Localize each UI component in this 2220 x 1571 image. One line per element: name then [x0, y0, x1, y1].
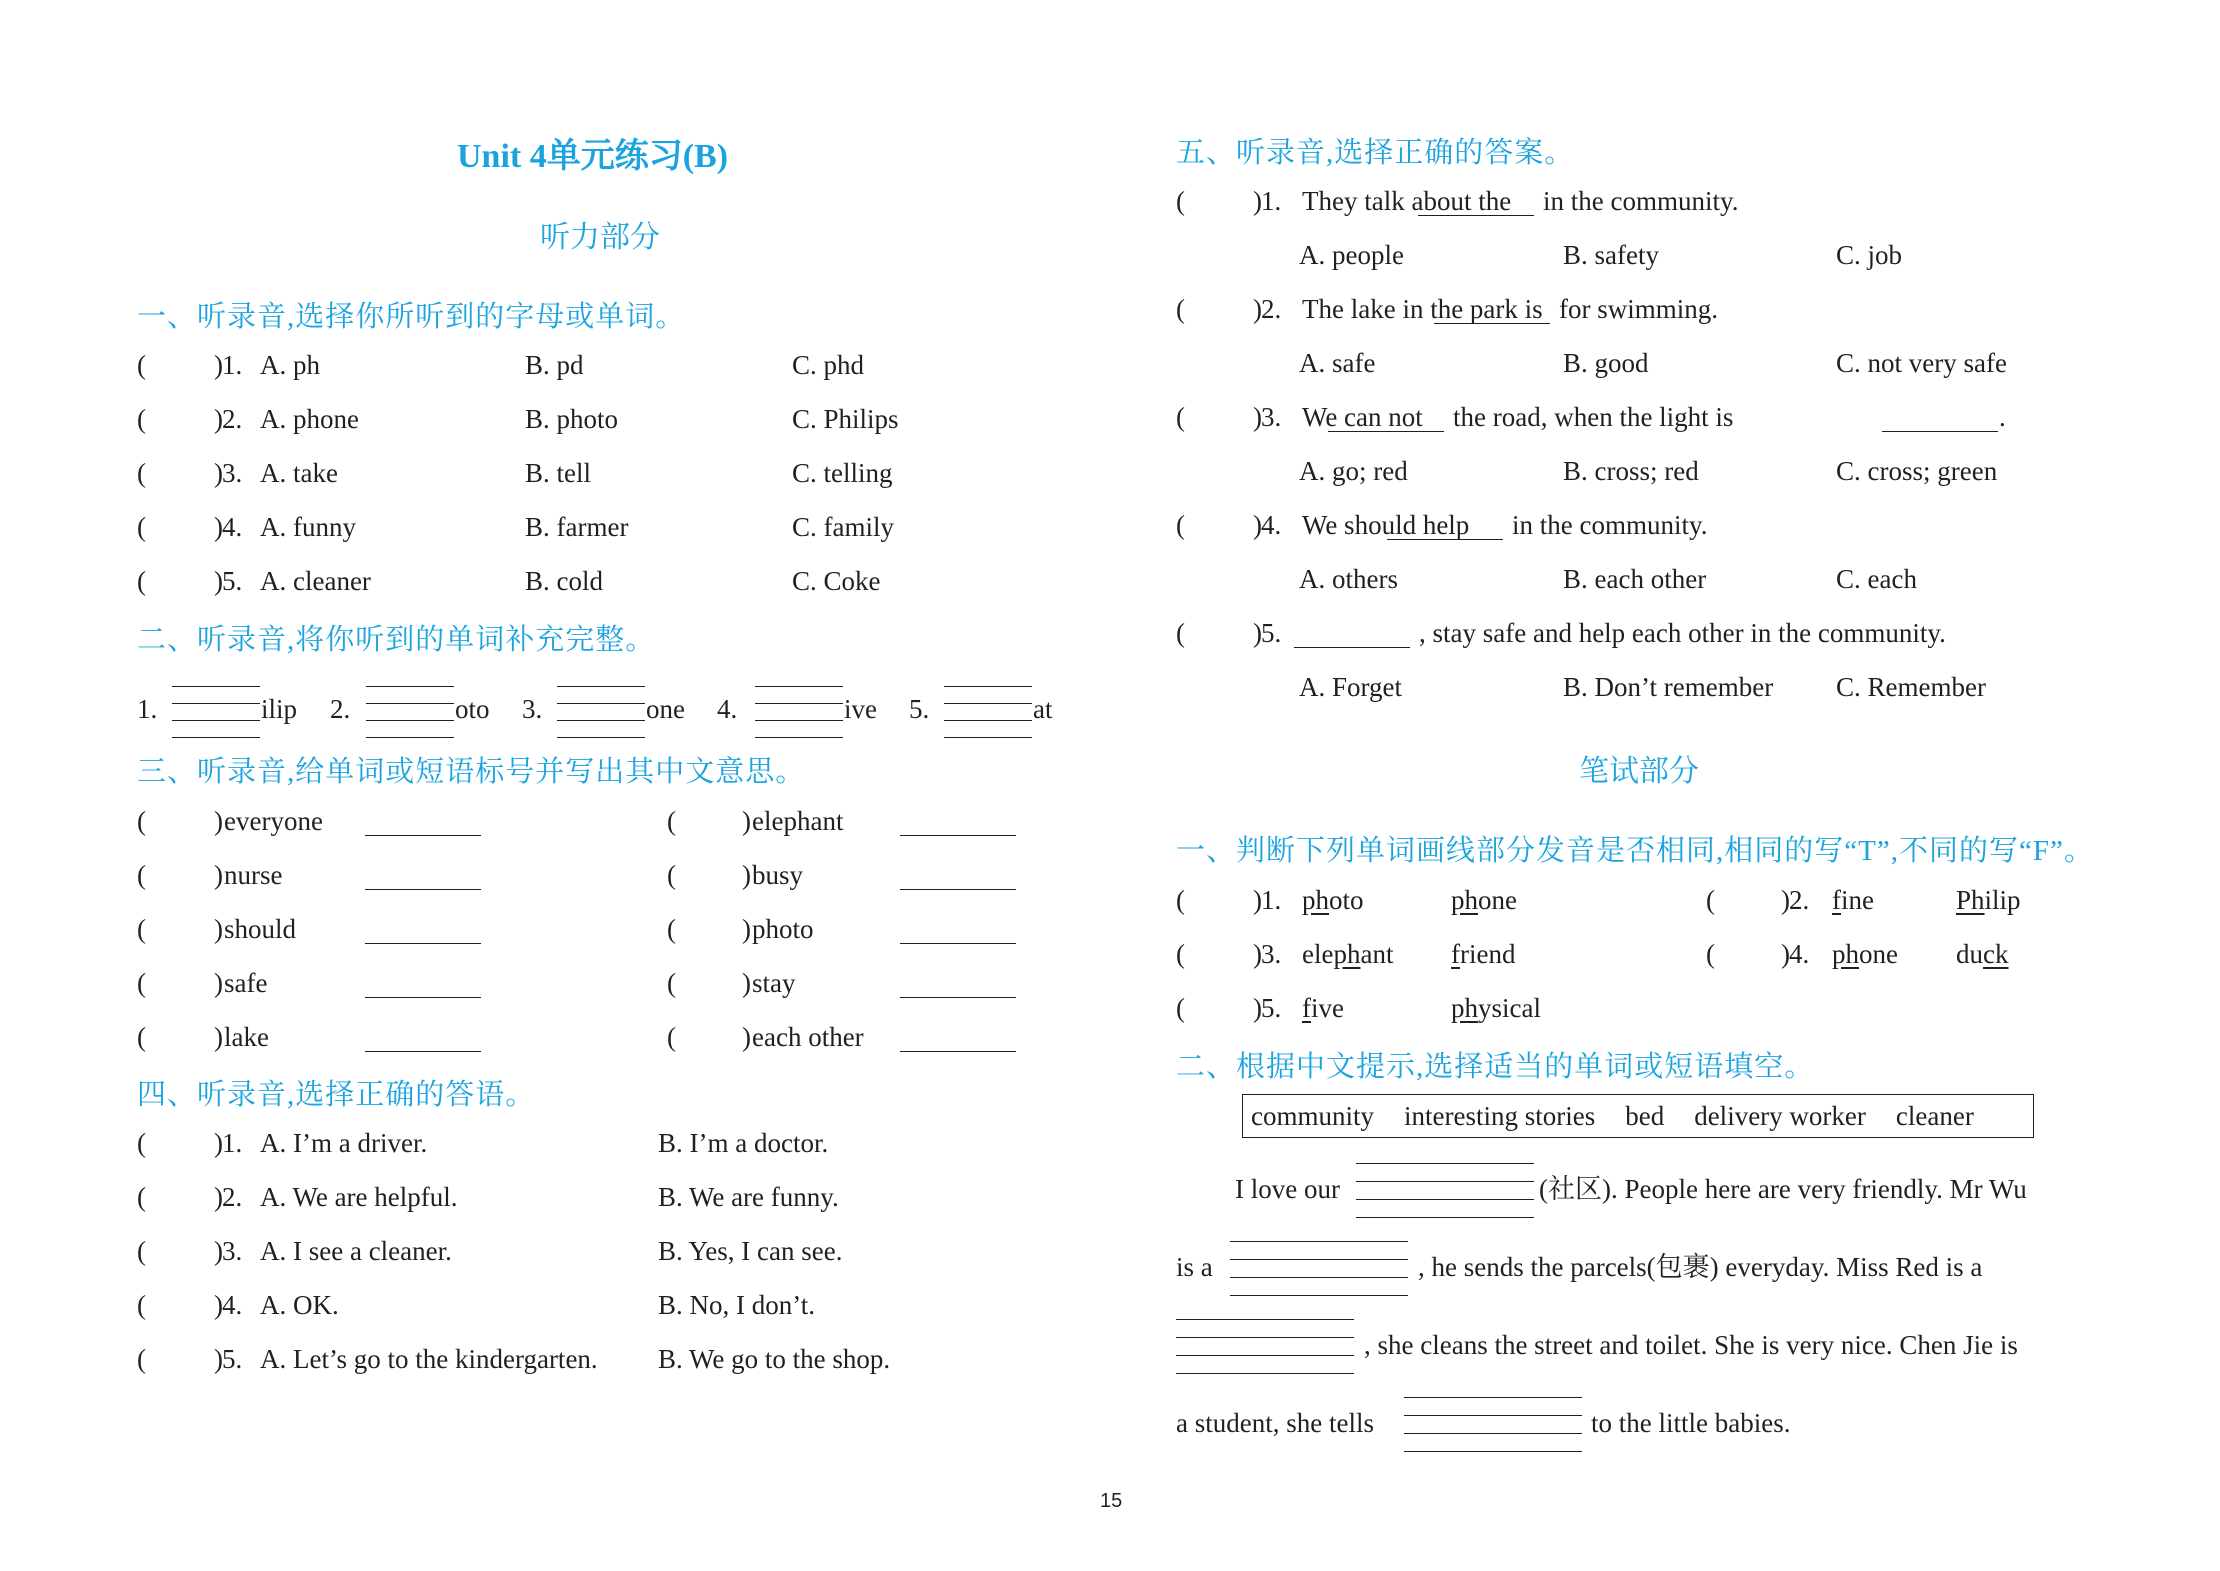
writing1-item2-word1-underlined-part: f: [1832, 885, 1841, 915]
sec5-item4-option-a[interactable]: A. others: [1299, 564, 1398, 594]
writing1-item5-number: 5.: [1261, 993, 1282, 1023]
writing-line: [1356, 1217, 1534, 1218]
sec5-item3-option-a[interactable]: A. go; red: [1299, 456, 1408, 486]
sec4-item4-number: 4.: [222, 1290, 243, 1320]
sec5-item1-blank1[interactable]: [1418, 215, 1534, 216]
writing1-item4-number: 4.: [1789, 939, 1810, 969]
passage-blank3-lines[interactable]: [1176, 1319, 1354, 1373]
writing-line: [1176, 1337, 1354, 1338]
writing1-item3-word2-underlined-part: f: [1451, 939, 1460, 969]
sec2-item1-writing-lines[interactable]: [172, 686, 260, 738]
sec5-item1-question-part2: in the community.: [1543, 186, 1739, 216]
sec4-item3-number: 3.: [222, 1236, 243, 1266]
sec1-item1-number: 1.: [222, 350, 243, 380]
sec3-right-item4-word: stay: [752, 968, 796, 998]
writing-line: [944, 703, 1032, 704]
sec3-right-item5-answer-paren-close: ): [742, 1022, 751, 1052]
sec1-item3-option-a[interactable]: A. take: [260, 458, 338, 488]
sec2-item3-suffix: one: [646, 694, 685, 724]
sec5-item5-option-a[interactable]: A. Forget: [1299, 672, 1403, 702]
writing-line: [944, 737, 1032, 738]
writing1-item3-answer-paren-close: ): [1253, 939, 1262, 969]
writing-line: [755, 703, 843, 704]
writing1-item4-answer-paren-open[interactable]: (: [1706, 939, 1715, 969]
writing1-item1-number: 1.: [1261, 885, 1282, 915]
writing1-item5-word1-suffix: ive: [1311, 993, 1344, 1023]
sec3-right-item1-answer-paren-open[interactable]: (: [667, 806, 676, 836]
listening-part-heading: 听力部分: [540, 221, 660, 254]
sec5-item3-answer-paren-close: ): [1253, 402, 1262, 432]
writing1-item2-word2-underlined-part: Ph: [1956, 885, 1985, 915]
sec5-item2-question-part2: for swimming.: [1559, 294, 1718, 324]
section1-heading: 一、听录音,选择你所听到的字母或单词。: [137, 301, 686, 333]
writing1-item3-word1: [1302, 938, 1393, 970]
sec3-left-item4-meaning-blank[interactable]: [365, 997, 481, 998]
sec3-left-item1-answer-paren-open[interactable]: (: [137, 806, 146, 836]
sec3-right-item3-meaning-blank[interactable]: [900, 943, 1016, 944]
writing1-item4-word2-underlined-part: ck: [1983, 939, 2009, 969]
sec5-item4-question-part1: We should help: [1302, 510, 1470, 540]
sec5-item1-number: 1.: [1261, 186, 1282, 216]
section4-heading: 四、听录音,选择正确的答语。: [137, 1079, 536, 1111]
writing-line: [172, 703, 260, 704]
writing1-item4-word2: [1956, 938, 2008, 970]
writing2-heading: 二、根据中文提示,选择适当的单词或短语填空。: [1176, 1051, 1815, 1083]
sec1-item4-option-b[interactable]: B. farmer: [525, 512, 629, 542]
writing-line: [172, 686, 260, 687]
section3-heading: 三、听录音,给单词或短语标号并写出其中文意思。: [137, 756, 806, 788]
writing-line: [366, 720, 454, 721]
sec4-item4-answer-paren-close: ): [214, 1290, 223, 1320]
sec5-item4-option-c[interactable]: C. each: [1836, 564, 1917, 594]
sec1-item4-answer-paren-open[interactable]: (: [137, 512, 146, 542]
writing-line: [1230, 1295, 1408, 1296]
sec5-item3-blank1[interactable]: [1328, 431, 1444, 432]
sec1-item2-answer-paren-close: ): [214, 404, 223, 434]
sec3-left-item5-meaning-blank[interactable]: [365, 1051, 481, 1052]
writing-line: [755, 686, 843, 687]
sec5-item5-question-part2: , stay safe and help each other in the community.: [1419, 618, 1946, 648]
sec5-item3-option-b[interactable]: B. cross; red: [1563, 456, 1699, 486]
sec4-item2-option-b[interactable]: B. We are funny.: [658, 1182, 839, 1212]
writing1-item3-word1-underlined-part: ph: [1333, 939, 1361, 969]
sec4-item5-answer-paren-close: ): [214, 1344, 223, 1374]
sec3-left-item5-answer-paren-open[interactable]: (: [137, 1022, 146, 1052]
sec3-right-item4-answer-paren-open[interactable]: (: [667, 968, 676, 998]
passage-blank2-lines[interactable]: [1230, 1241, 1408, 1295]
word-bank-item: delivery worker: [1694, 1100, 1866, 1131]
sec1-item5-answer-paren-open[interactable]: (: [137, 566, 146, 596]
sec1-item1-option-a[interactable]: A. ph: [260, 350, 320, 380]
sec5-item3-question-part1: We can not: [1302, 402, 1423, 432]
writing-line: [172, 737, 260, 738]
writing-line: [1176, 1373, 1354, 1374]
sec5-item2-answer-paren-open[interactable]: (: [1176, 294, 1185, 324]
sec5-item3-blank2[interactable]: [1882, 431, 1998, 432]
sec1-item5-option-c[interactable]: C. Coke: [792, 566, 881, 596]
section2-heading: 二、听录音,将你听到的单词补充完整。: [137, 624, 656, 656]
sec5-item3-answer-paren-open[interactable]: (: [1176, 402, 1185, 432]
sec3-right-item4-meaning-blank[interactable]: [900, 997, 1016, 998]
page-number: 15: [1100, 1490, 1123, 1512]
sec5-item1-answer-paren-open[interactable]: (: [1176, 186, 1185, 216]
sec3-left-item4-answer-paren-open[interactable]: (: [137, 968, 146, 998]
sec2-item5-number: 5.: [909, 694, 930, 724]
sec3-right-item2-answer-paren-open[interactable]: (: [667, 860, 676, 890]
writing-line: [1230, 1277, 1408, 1278]
sec5-item5-blank1[interactable]: [1294, 647, 1410, 648]
sec5-item1-answer-paren-close: ): [1253, 186, 1262, 216]
sec5-item4-answer-paren-close: ): [1253, 510, 1262, 540]
sec5-item5-answer-paren-open[interactable]: (: [1176, 618, 1185, 648]
writing1-item4-word1-suffix: one: [1859, 939, 1898, 969]
writing1-item5-word2: [1451, 992, 1541, 1024]
sec4-item4-option-a[interactable]: A. OK.: [260, 1290, 339, 1320]
writing-line: [1176, 1319, 1354, 1320]
sec4-item3-option-a[interactable]: A. I see a cleaner.: [260, 1236, 452, 1266]
sec3-left-item3-meaning-blank[interactable]: [365, 943, 481, 944]
writing1-item2-answer-paren-open[interactable]: (: [1706, 885, 1715, 915]
sec5-item2-option-c[interactable]: C. not very safe: [1836, 348, 2007, 378]
sec4-item5-answer-paren-open[interactable]: (: [137, 1344, 146, 1374]
writing1-item1-word2-suffix: one: [1478, 885, 1517, 915]
writing1-item4-answer-paren-close: ): [1781, 939, 1790, 969]
sec3-right-item3-answer-paren-close: ): [742, 914, 751, 944]
sec3-left-item5-answer-paren-close: ): [214, 1022, 223, 1052]
writing1-item2-word1-suffix: ine: [1841, 885, 1874, 915]
writing-line: [1230, 1241, 1408, 1242]
writing-line: [557, 737, 645, 738]
sec1-item5-number: 5.: [222, 566, 243, 596]
writing-line: [1356, 1199, 1534, 1200]
writing-line: [1356, 1181, 1534, 1182]
writing1-item2-word1: [1832, 884, 1874, 916]
sec5-item2-blank1[interactable]: [1434, 323, 1550, 324]
page-title: Unit 4单元练习(B): [457, 138, 729, 175]
sec4-item5-option-b[interactable]: B. We go to the shop.: [658, 1344, 891, 1374]
sec1-item5-option-b[interactable]: B. cold: [525, 566, 603, 596]
writing-line: [557, 720, 645, 721]
sec1-item3-option-c[interactable]: C. telling: [792, 458, 893, 488]
word-bank-item: interesting stories: [1404, 1100, 1596, 1131]
writing-part-heading: 笔试部分: [1579, 755, 1699, 788]
writing1-item2-answer-paren-close: ): [1781, 885, 1790, 915]
sec4-item1-answer-paren-close: ): [214, 1128, 223, 1158]
sec3-right-item4-answer-paren-close: ): [742, 968, 751, 998]
sec4-item3-option-b[interactable]: B. Yes, I can see.: [658, 1236, 843, 1266]
sec4-item5-option-a[interactable]: A. Let’s go to the kindergarten.: [260, 1344, 598, 1374]
writing1-heading: 一、判断下列单词画线部分发音是否相同,相同的写“T”,不同的写“F”。: [1176, 835, 2094, 867]
word-bank-item: cleaner: [1895, 1100, 1974, 1131]
sec5-item3-question-part3: .: [1999, 402, 2006, 432]
sec1-item1-option-c[interactable]: C. phd: [792, 350, 865, 380]
passage-line2-start: is a: [1176, 1252, 1213, 1282]
sec3-right-item1-answer-paren-close: ): [742, 806, 751, 836]
passage-line1-end: (社区). People here are very friendly. Mr Wu: [1539, 1174, 2027, 1204]
sec5-item4-answer-paren-open[interactable]: (: [1176, 510, 1185, 540]
writing1-item3-word1-prefix: ele: [1302, 939, 1334, 969]
writing-line: [366, 686, 454, 687]
word-bank-box: [1242, 1094, 2034, 1138]
writing-line: [366, 703, 454, 704]
passage-line2-end: , he sends the parcels(包裹) everyday. Miss Red is a: [1418, 1252, 1983, 1282]
sec2-item3-number: 3.: [522, 694, 543, 724]
sec4-item2-number: 2.: [222, 1182, 243, 1212]
sec4-item4-option-b[interactable]: B. No, I don’t.: [658, 1290, 816, 1320]
sec3-right-item1-word: elephant: [752, 806, 844, 836]
sec3-left-item2-answer-paren-close: ): [214, 860, 223, 890]
writing1-item1-word1-underlined-part: ph: [1302, 885, 1329, 915]
sec1-item5-option-a[interactable]: A. cleaner: [260, 566, 371, 596]
passage-line1-start: I love our: [1235, 1174, 1340, 1204]
sec5-item2-option-b[interactable]: B. good: [1563, 348, 1649, 378]
sec2-item2-writing-lines[interactable]: [366, 686, 454, 738]
sec1-item4-answer-paren-close: ): [214, 512, 223, 542]
sec1-item5-answer-paren-close: ): [214, 566, 223, 596]
writing1-item1-word1: [1302, 884, 1364, 916]
sec5-item1-option-c[interactable]: C. job: [1836, 240, 1903, 270]
writing-line: [366, 737, 454, 738]
sec1-item2-option-b[interactable]: B. photo: [525, 404, 619, 434]
sec3-right-item2-word: busy: [752, 860, 804, 890]
writing-line: [1404, 1433, 1582, 1434]
sec5-item2-answer-paren-close: ): [1253, 294, 1262, 324]
sec5-item4-question-part2: in the community.: [1512, 510, 1708, 540]
sec5-item2-question-part1: The lake in the park is: [1302, 294, 1543, 324]
writing1-item3-word1-suffix: ant: [1360, 939, 1394, 969]
writing1-item3-number: 3.: [1261, 939, 1282, 969]
sec5-item3-question-part2: the road, when the light is: [1453, 402, 1734, 432]
sec4-item4-answer-paren-open[interactable]: (: [137, 1290, 146, 1320]
sec3-left-item3-answer-paren-open[interactable]: (: [137, 914, 146, 944]
section5-heading: 五、听录音,选择正确的答案。: [1176, 137, 1575, 169]
writing-line: [755, 720, 843, 721]
sec2-item4-number: 4.: [717, 694, 738, 724]
writing-line: [1176, 1355, 1354, 1356]
sec1-item3-answer-paren-close: ): [214, 458, 223, 488]
word-bank-item: community: [1251, 1100, 1374, 1131]
writing1-item4-word2-prefix: du: [1956, 939, 1983, 969]
writing-line: [1404, 1415, 1582, 1416]
sec1-item4-option-a[interactable]: A. funny: [260, 512, 356, 542]
sec1-item4-number: 4.: [222, 512, 243, 542]
writing1-item5-word2-suffix: ysical: [1478, 993, 1541, 1023]
sec4-item2-answer-paren-open[interactable]: (: [137, 1182, 146, 1212]
writing1-item3-word2: [1451, 938, 1515, 970]
sec2-item5-suffix: at: [1033, 694, 1053, 724]
writing1-item3-answer-paren-open[interactable]: (: [1176, 939, 1185, 969]
sec5-item2-option-a[interactable]: A. safe: [1299, 348, 1376, 378]
writing1-item2-word2-suffix: ilip: [1984, 885, 2021, 915]
sec5-item1-question-part1: They talk about the: [1302, 186, 1512, 216]
sec3-right-item5-meaning-blank[interactable]: [900, 1051, 1016, 1052]
sec2-item4-suffix: ive: [844, 694, 877, 724]
writing1-item2-word2: [1956, 884, 2021, 916]
sec3-left-item2-word: nurse: [224, 860, 283, 890]
sec5-item5-option-b[interactable]: B. Don’t remember: [1563, 672, 1774, 702]
sec1-item2-option-c[interactable]: C. Philips: [792, 404, 899, 434]
sec3-right-item3-answer-paren-open[interactable]: (: [667, 914, 676, 944]
sec3-right-item2-meaning-blank[interactable]: [900, 889, 1016, 890]
writing1-item4-word1-underlined-part: ph: [1832, 939, 1859, 969]
sec4-item2-answer-paren-close: ): [214, 1182, 223, 1212]
sec1-item2-answer-paren-open[interactable]: (: [137, 404, 146, 434]
sec3-left-item2-meaning-blank[interactable]: [365, 889, 481, 890]
writing1-item4-word1: [1832, 938, 1898, 970]
sec3-right-item5-word: each other: [752, 1022, 864, 1052]
sec2-item1-number: 1.: [137, 694, 158, 724]
sec1-item4-option-c[interactable]: C. family: [792, 512, 894, 542]
sec5-item5-option-c[interactable]: C. Remember: [1836, 672, 1986, 702]
sec1-item3-option-b[interactable]: B. tell: [525, 458, 591, 488]
writing-line: [172, 720, 260, 721]
sec3-right-item3-word: photo: [752, 914, 814, 944]
sec5-item2-number: 2.: [1261, 294, 1282, 324]
sec2-item1-suffix: ilip: [261, 694, 298, 724]
sec4-item1-number: 1.: [222, 1128, 243, 1158]
writing1-item5-answer-paren-open[interactable]: (: [1176, 993, 1185, 1023]
sec3-left-item4-answer-paren-close: ): [214, 968, 223, 998]
sec4-item1-option-a[interactable]: A. I’m a driver.: [260, 1128, 428, 1158]
writing1-item1-word2: [1451, 884, 1517, 916]
sec3-left-item3-answer-paren-close: ): [214, 914, 223, 944]
writing1-item1-answer-paren-open[interactable]: (: [1176, 885, 1185, 915]
sec5-item5-number: 5.: [1261, 618, 1282, 648]
writing1-item1-word1-suffix: oto: [1329, 885, 1364, 915]
sec3-left-item4-word: safe: [224, 968, 268, 998]
writing1-item5-answer-paren-close: ): [1253, 993, 1262, 1023]
sec3-right-item5-answer-paren-open[interactable]: (: [667, 1022, 676, 1052]
writing-line: [944, 720, 1032, 721]
writing1-item5-word2-underlined-part: ph: [1451, 993, 1478, 1023]
sec2-item2-number: 2.: [330, 694, 351, 724]
writing-line: [1404, 1397, 1582, 1398]
writing1-item5-word1: [1302, 992, 1344, 1024]
sec2-item2-suffix: oto: [455, 694, 490, 724]
sec5-item1-option-b[interactable]: B. safety: [1563, 240, 1659, 270]
passage-line4-start: a student, she tells: [1176, 1408, 1374, 1438]
writing1-item1-word2-underlined-part: ph: [1451, 885, 1478, 915]
writing-line: [1230, 1259, 1408, 1260]
sec5-item3-option-c[interactable]: C. cross; green: [1836, 456, 1998, 486]
sec5-item3-number: 3.: [1261, 402, 1282, 432]
sec4-item2-option-a[interactable]: A. We are helpful.: [260, 1182, 458, 1212]
writing-line: [1404, 1451, 1582, 1452]
sec4-item3-answer-paren-close: ): [214, 1236, 223, 1266]
passage-blank4-lines[interactable]: [1404, 1397, 1582, 1451]
writing1-item1-answer-paren-close: ): [1253, 885, 1262, 915]
sec3-left-item1-word: everyone: [224, 806, 323, 836]
writing-line: [557, 686, 645, 687]
sec3-left-item2-answer-paren-open[interactable]: (: [137, 860, 146, 890]
sec1-item1-answer-paren-open[interactable]: (: [137, 350, 146, 380]
writing1-item5-word1-underlined-part: f: [1302, 993, 1311, 1023]
writing-line: [557, 703, 645, 704]
sec4-item3-answer-paren-open[interactable]: (: [137, 1236, 146, 1266]
sec3-right-item1-meaning-blank[interactable]: [900, 835, 1016, 836]
sec4-item1-answer-paren-open[interactable]: (: [137, 1128, 146, 1158]
passage-line4-end: to the little babies.: [1591, 1408, 1791, 1438]
writing1-item2-number: 2.: [1789, 885, 1810, 915]
writing-line: [755, 737, 843, 738]
sec5-item4-option-b[interactable]: B. each other: [1563, 564, 1707, 594]
sec1-item2-option-a[interactable]: A. phone: [260, 404, 359, 434]
sec5-item5-answer-paren-close: ): [1253, 618, 1262, 648]
sec1-item1-answer-paren-close: ): [214, 350, 223, 380]
sec3-left-item1-answer-paren-close: ): [214, 806, 223, 836]
sec3-left-item1-meaning-blank[interactable]: [365, 835, 481, 836]
writing1-item3-word2-suffix: riend: [1460, 939, 1516, 969]
sec5-item4-blank1[interactable]: [1387, 539, 1503, 540]
sec5-item1-option-a[interactable]: A. people: [1299, 240, 1404, 270]
sec5-item4-number: 4.: [1261, 510, 1282, 540]
writing-line: [944, 686, 1032, 687]
sec1-item3-answer-paren-open[interactable]: (: [137, 458, 146, 488]
sec2-item5-writing-lines[interactable]: [944, 686, 1032, 738]
passage-line3: , she cleans the street and toilet. She is very nice. Chen Jie is: [1364, 1330, 2018, 1360]
sec3-right-item2-answer-paren-close: ): [742, 860, 751, 890]
sec3-left-item3-word: should: [224, 914, 297, 944]
sec1-item1-option-b[interactable]: B. pd: [525, 350, 584, 380]
sec4-item5-number: 5.: [222, 1344, 243, 1374]
sec2-item3-writing-lines[interactable]: [557, 686, 645, 738]
passage-blank1-lines[interactable]: [1356, 1163, 1534, 1217]
word-bank-item: bed: [1625, 1100, 1665, 1131]
writing-line: [1356, 1163, 1534, 1164]
sec3-left-item5-word: lake: [224, 1022, 269, 1052]
sec4-item1-option-b[interactable]: B. I’m a doctor.: [658, 1128, 829, 1158]
sec2-item4-writing-lines[interactable]: [755, 686, 843, 738]
sec1-item2-number: 2.: [222, 404, 243, 434]
sec1-item3-number: 3.: [222, 458, 243, 488]
